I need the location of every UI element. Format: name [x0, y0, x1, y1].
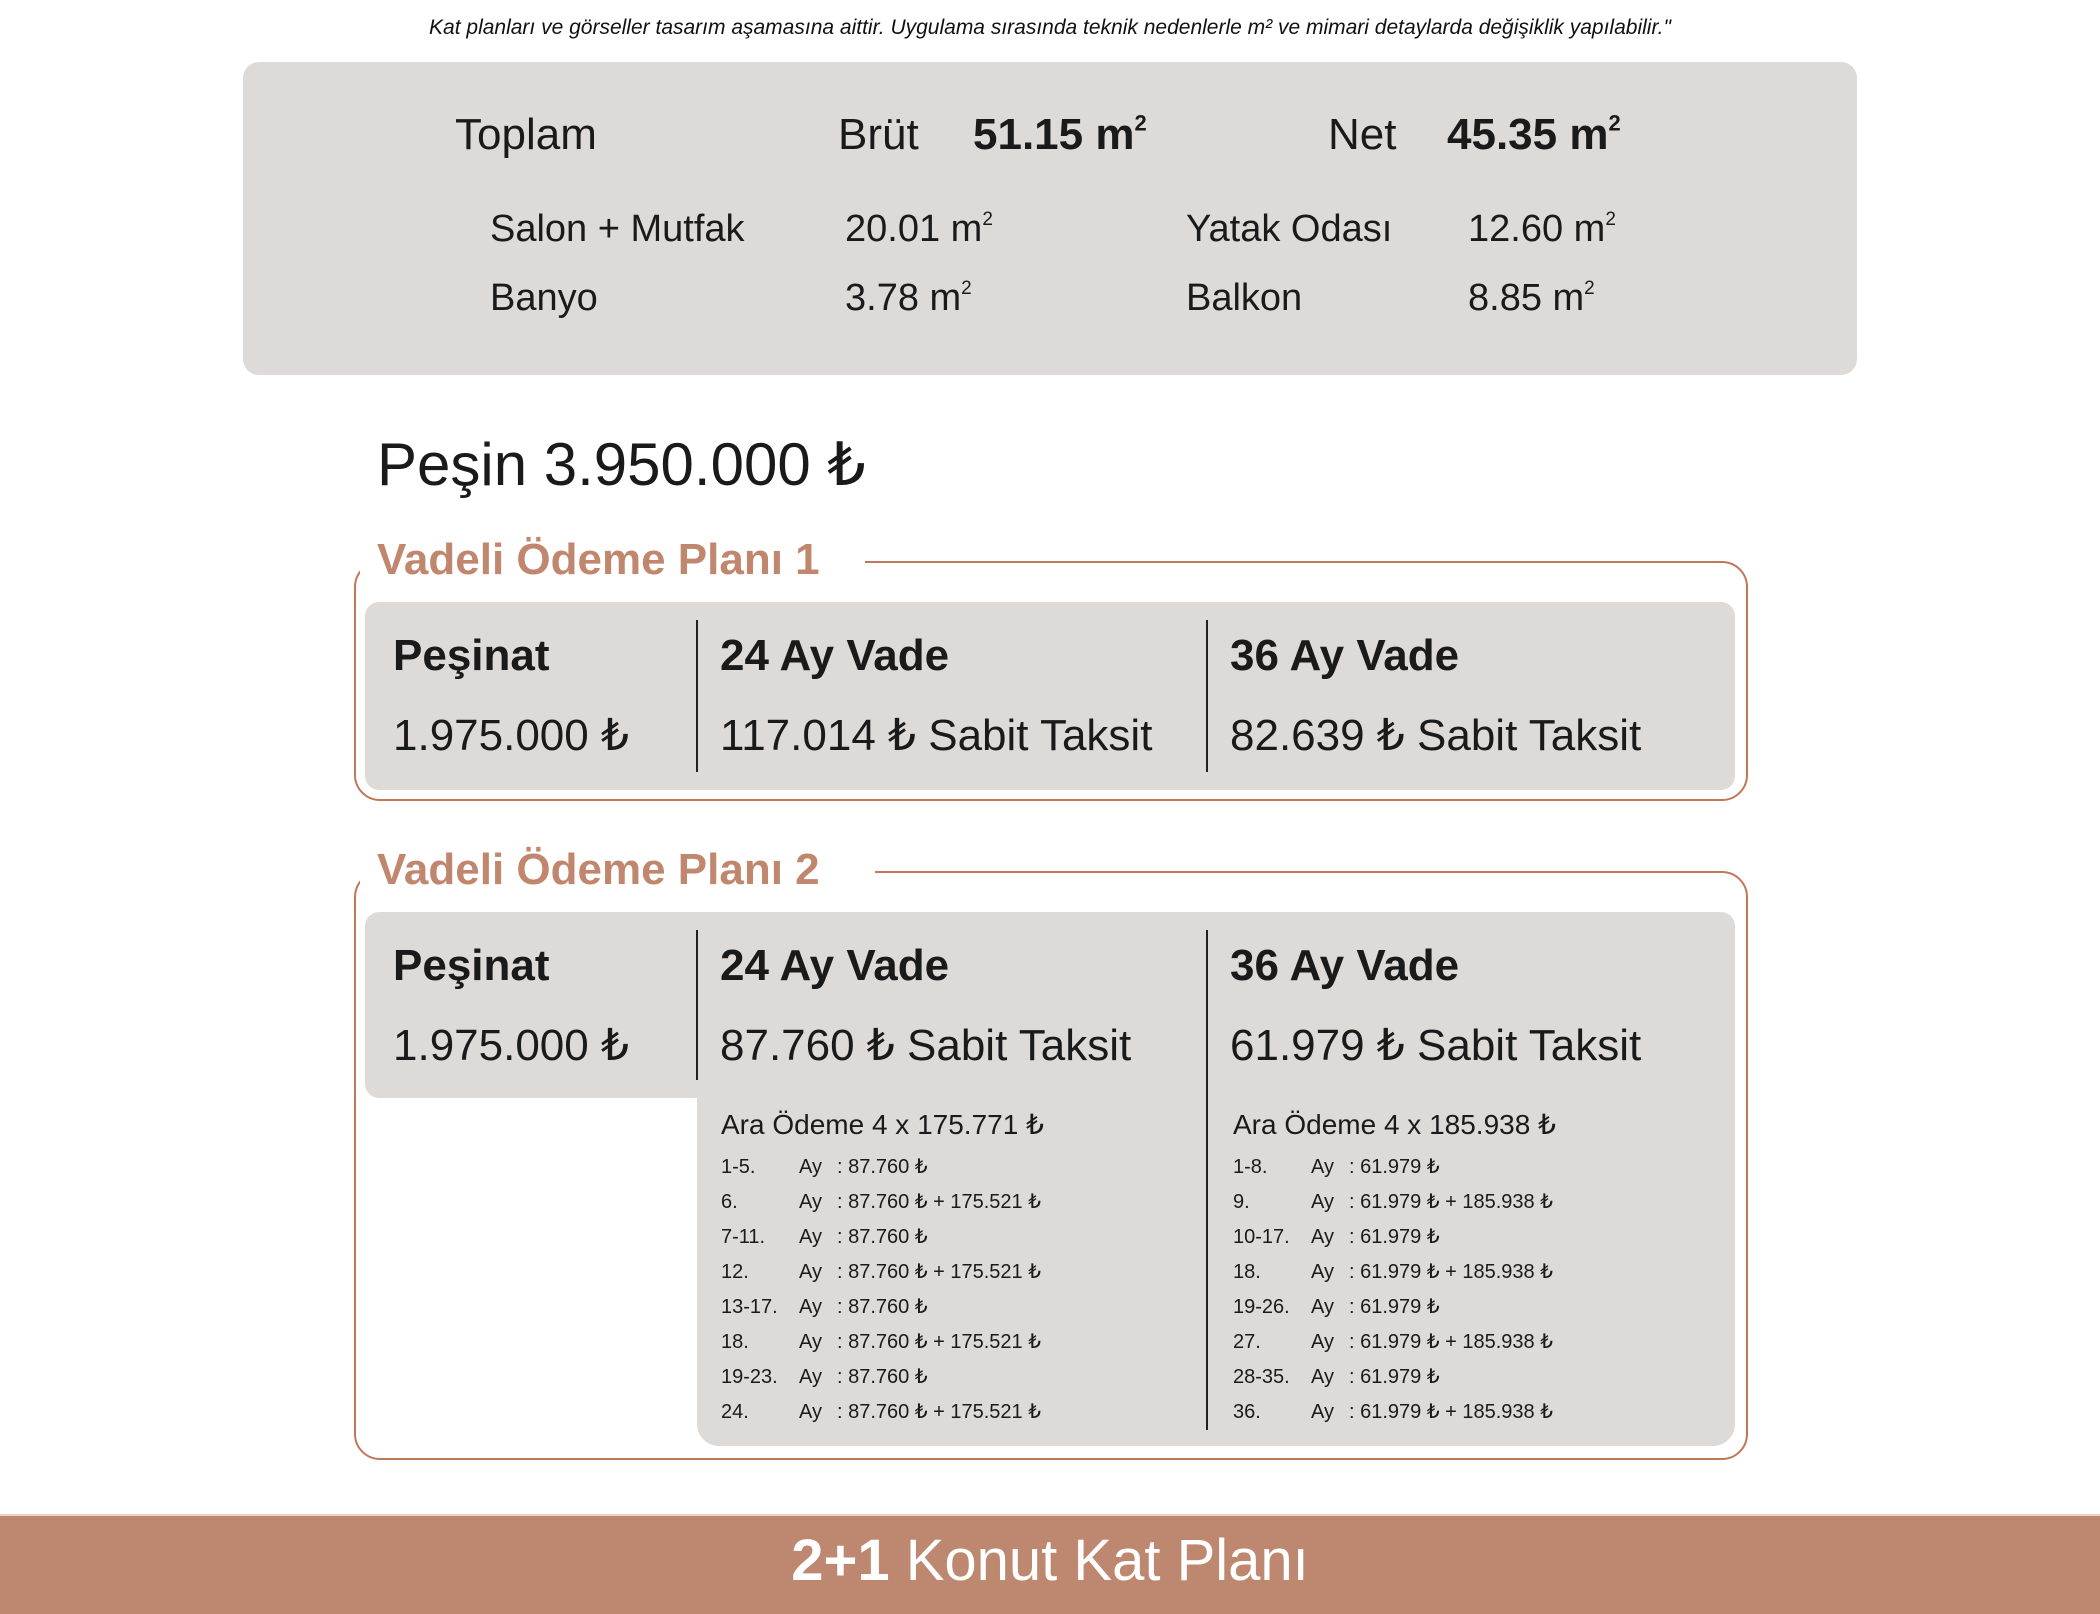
plan1-36m-value: 82.639 ₺ Sabit Taksit — [1230, 711, 1642, 760]
room-label: Salon + Mutfak — [490, 208, 745, 250]
room-value: 3.78 $m^2$ — [845, 277, 972, 319]
room-label: Banyo — [490, 277, 598, 319]
plan2-24m-value: 87.760 ₺ Sabit Taksit — [720, 1021, 1132, 1070]
schedule-row: 13-17. Ay : 87.760 ₺ — [721, 1296, 928, 1318]
plan2-title: Vadeli Ödeme Planı 2 — [377, 845, 820, 894]
schedule-24-list — [721, 1150, 1041, 1430]
schedule-row: 10-17. Ay : 61.979 ₺ — [1233, 1226, 1440, 1248]
cash-price: Peşin 3.950.000 ₺ — [377, 431, 866, 498]
net-label: Net — [1328, 110, 1397, 159]
total-label: Toplam — [455, 110, 597, 159]
banner-title: 2+1 Konut Kat Planı — [791, 1528, 1309, 1593]
gross-label: Brüt — [838, 110, 919, 159]
schedule-row: 18. Ay : 87.760 ₺ + 175.521 ₺ — [721, 1331, 1041, 1353]
column-divider — [696, 620, 698, 772]
net-value: 45.35 $m^2$ — [1447, 110, 1621, 159]
plan2-downpayment-head: Peşinat — [393, 941, 550, 990]
interim-payment-24: Ara Ödeme 4 x 175.771 ₺ — [721, 1109, 1044, 1140]
column-divider — [696, 930, 698, 1080]
plan2-36m-head: 36 Ay Vade — [1230, 941, 1460, 990]
schedule-row: 19-23. Ay : 87.760 ₺ — [721, 1366, 928, 1388]
plan2-downpayment-value: 1.975.000 ₺ — [393, 1021, 629, 1070]
schedule-row: 1-8. Ay : 61.979 ₺ — [1233, 1156, 1440, 1178]
schedule-row: 19-26. Ay : 61.979 ₺ — [1233, 1296, 1440, 1318]
schedule-row: 18. Ay : 61.979 ₺ + 185.938 ₺ — [1233, 1261, 1553, 1283]
plan1-24m-value: 117.014 ₺ Sabit Taksit — [720, 711, 1153, 760]
plan1-36m-head: 36 Ay Vade — [1230, 631, 1460, 680]
schedule-row: 1-5. Ay : 87.760 ₺ — [721, 1156, 928, 1178]
plan2-36m-value: 61.979 ₺ Sabit Taksit — [1230, 1021, 1642, 1070]
schedule-row: 12. Ay : 87.760 ₺ + 175.521 ₺ — [721, 1261, 1041, 1283]
column-divider — [1206, 930, 1208, 1430]
schedule-row: 28-35. Ay : 61.979 ₺ — [1233, 1366, 1440, 1388]
plan2-24m-head: 24 Ay Vade — [720, 941, 950, 990]
gross-value: 51.15 $m^2$ — [973, 110, 1147, 159]
schedule-row: 6. Ay : 87.760 ₺ + 175.521 ₺ — [721, 1191, 1041, 1213]
column-divider — [1206, 620, 1208, 772]
room-value: 20.01 $m^2$ — [845, 208, 993, 250]
schedule-row: 7-11. Ay : 87.760 ₺ — [721, 1226, 928, 1248]
schedule-36-list — [1233, 1150, 1553, 1430]
room-value: 12.60 $m^2$ — [1468, 208, 1616, 250]
room-label: Yatak Odası — [1186, 208, 1393, 250]
schedule-row: 24. Ay : 87.760 ₺ + 175.521 ₺ — [721, 1401, 1041, 1423]
room-value: 8.85 $m^2$ — [1468, 277, 1595, 319]
plan1-24m-head: 24 Ay Vade — [720, 631, 950, 680]
schedule-row: 27. Ay : 61.979 ₺ + 185.938 ₺ — [1233, 1331, 1553, 1353]
schedule-row: 9. Ay : 61.979 ₺ + 185.938 ₺ — [1233, 1191, 1553, 1213]
disclaimer-note: Kat planları ve görseller tasarım aşamasına aittir. Uygulama sırasında teknik nedenlerle m² ve mimari detaylarda değişiklik yapılabilir." — [429, 16, 1671, 39]
room-label: Balkon — [1186, 277, 1303, 319]
interim-payment-36: Ara Ödeme 4 x 185.938 ₺ — [1233, 1109, 1556, 1140]
plan1-downpayment-value: 1.975.000 ₺ — [393, 711, 629, 760]
schedule-row: 36. Ay : 61.979 ₺ + 185.938 ₺ — [1233, 1401, 1553, 1423]
plan1-title: Vadeli Ödeme Planı 1 — [377, 535, 820, 584]
plan1-downpayment-head: Peşinat — [393, 631, 550, 680]
